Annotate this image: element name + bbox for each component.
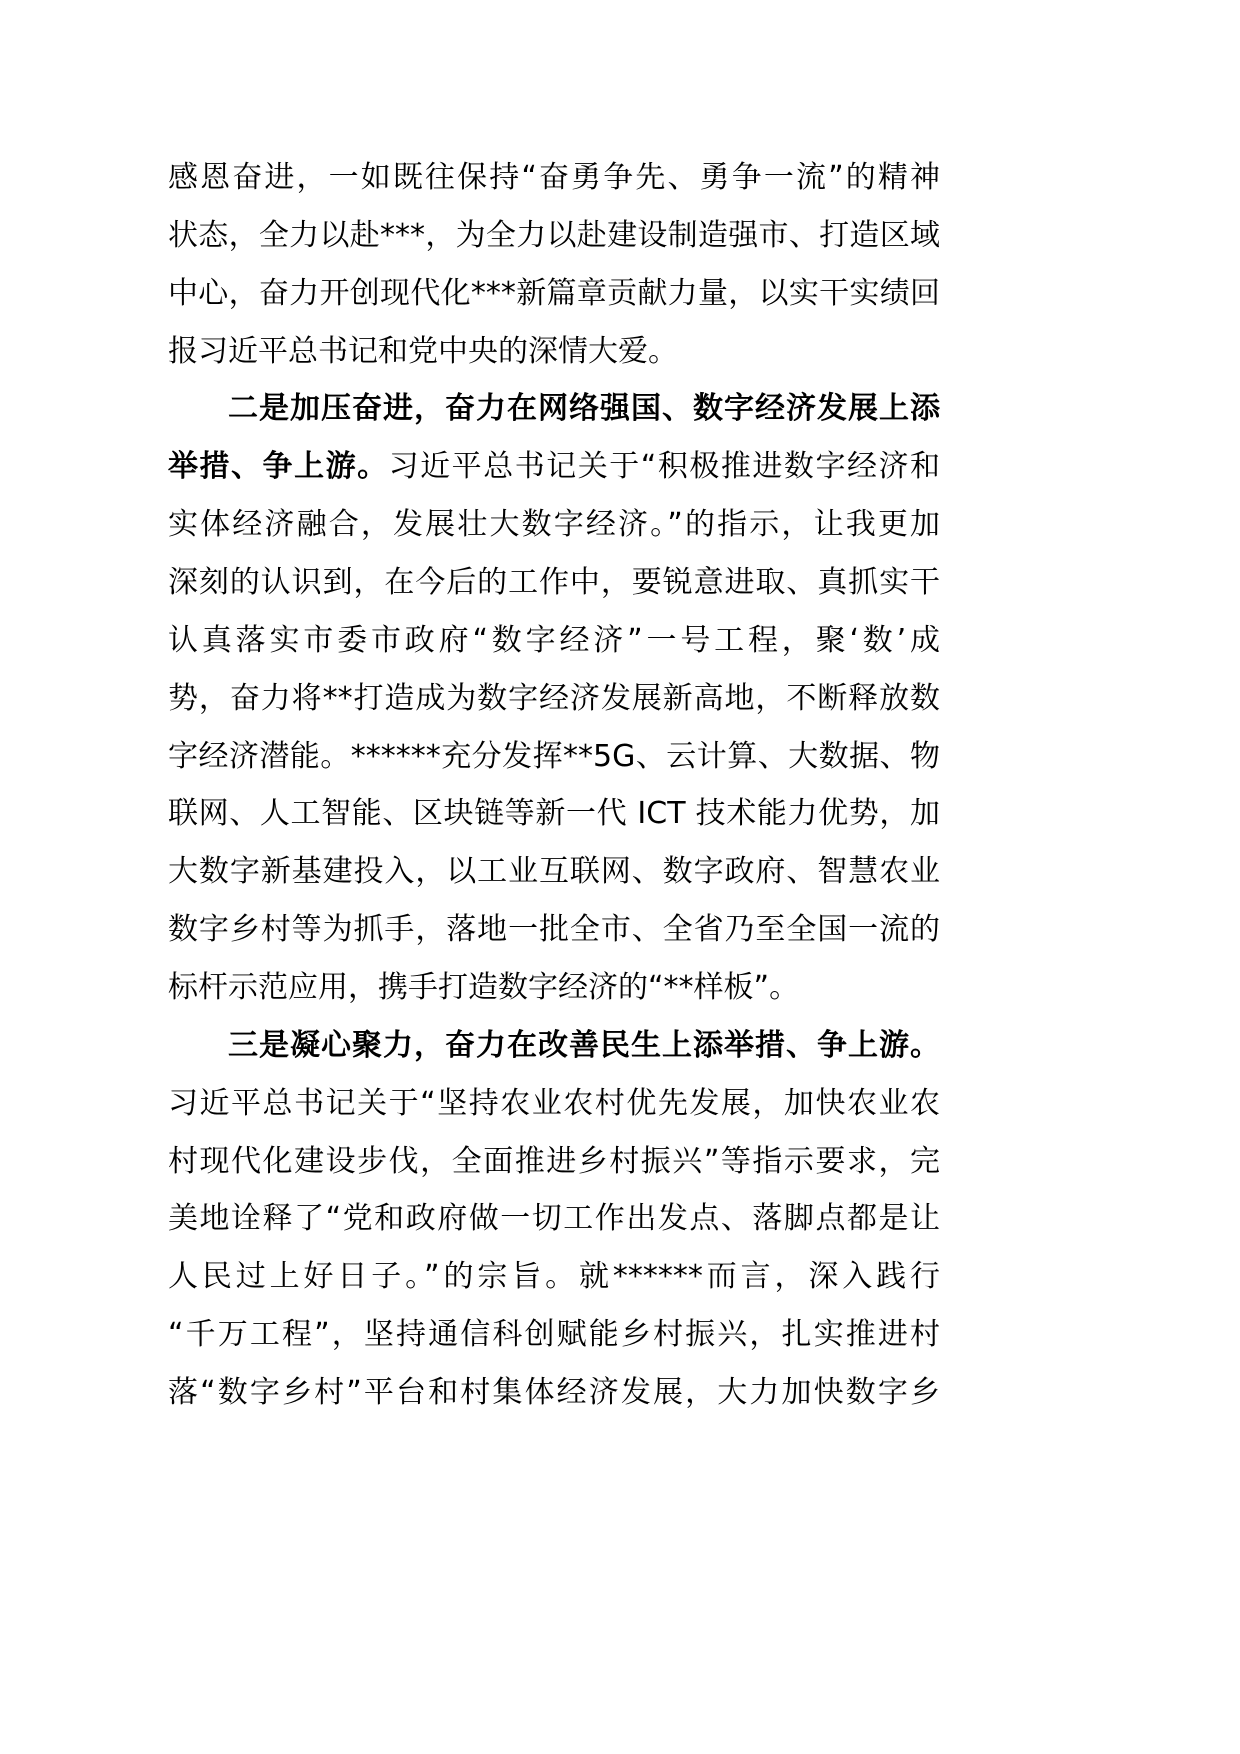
text-line: 村现代化建设步伐，全面推进乡村振兴”等指示要求，完 — [168, 1143, 940, 1179]
text-line: 报习近平总书记和党中央的深情大爱。 — [168, 333, 678, 369]
text-line: 大数字新基建投入，以工业互联网、数字政府、智慧农业 — [168, 854, 940, 890]
text-line: “千万工程”，坚持通信科创赋能乡村振兴，扎实推进村 — [168, 1317, 940, 1353]
text-line: 深刻的认识到，在今后的工作中，要锐意进取、真抓实干 — [168, 565, 940, 601]
text-line: 落“数字乡村”平台和村集体经济发展，大力加快数字乡 — [168, 1375, 940, 1411]
text-line: 势，奋力将**打造成为数字经济发展新高地，不断释放数 — [168, 680, 940, 716]
text-line — [168, 1017, 940, 1075]
text-line: 状态，全力以赴***，为全力以赴建设制造强市、打造区域 — [168, 217, 940, 253]
text-run: 习近平总书记关于“积极推进数字经济和 — [388, 449, 941, 485]
text-line: 联网、人工智能、区块链等新一代 ICT 技术能力优势，加 — [168, 796, 940, 832]
text-line: 中心，奋力开创现代化***新篇章贡献力量，以实干实绩回 — [168, 275, 940, 311]
paragraph — [168, 1017, 940, 1422]
text-line: 习近平总书记关于“坚持农业农村优先发展，加快农业农 — [168, 1085, 940, 1121]
paragraph-heading: 三是凝心聚力，奋力在改善民生上添举措、争上游。 — [228, 1027, 940, 1063]
text-line: 数字乡村等为抓手，落地一批全市、全省乃至全国一流的 — [168, 912, 940, 948]
text-line: 美地诠释了“党和政府做一切工作出发点、落脚点都是让 — [168, 1201, 940, 1237]
text-line: 感恩奋进，一如既往保持“奋勇争先、勇争一流”的精神 — [168, 160, 940, 195]
body-text — [168, 149, 940, 1422]
paragraph — [168, 149, 940, 380]
text-line: 实体经济融合，发展壮大数字经济。”的指示，让我更加 — [168, 507, 940, 543]
text-line — [168, 380, 940, 438]
text-line: 认真落实市委市政府“数字经济”一号工程，聚‘数’成 — [168, 622, 940, 658]
text-line: 字经济潜能。******充分发挥**5G、云计算、大数据、物 — [168, 738, 940, 774]
text-line — [168, 438, 940, 496]
paragraph — [168, 380, 940, 1016]
text-line: 人民过上好日子。”的宗旨。就******而言，深入践行 — [168, 1259, 940, 1295]
paragraph-heading: 举措、争上游。 — [168, 449, 389, 485]
text-line: 标杆示范应用，携手打造数字经济的“**样板”。 — [168, 970, 800, 1006]
paragraph-heading: 二是加压奋进，奋力在网络强国、数字经济发展上添 — [228, 391, 940, 427]
